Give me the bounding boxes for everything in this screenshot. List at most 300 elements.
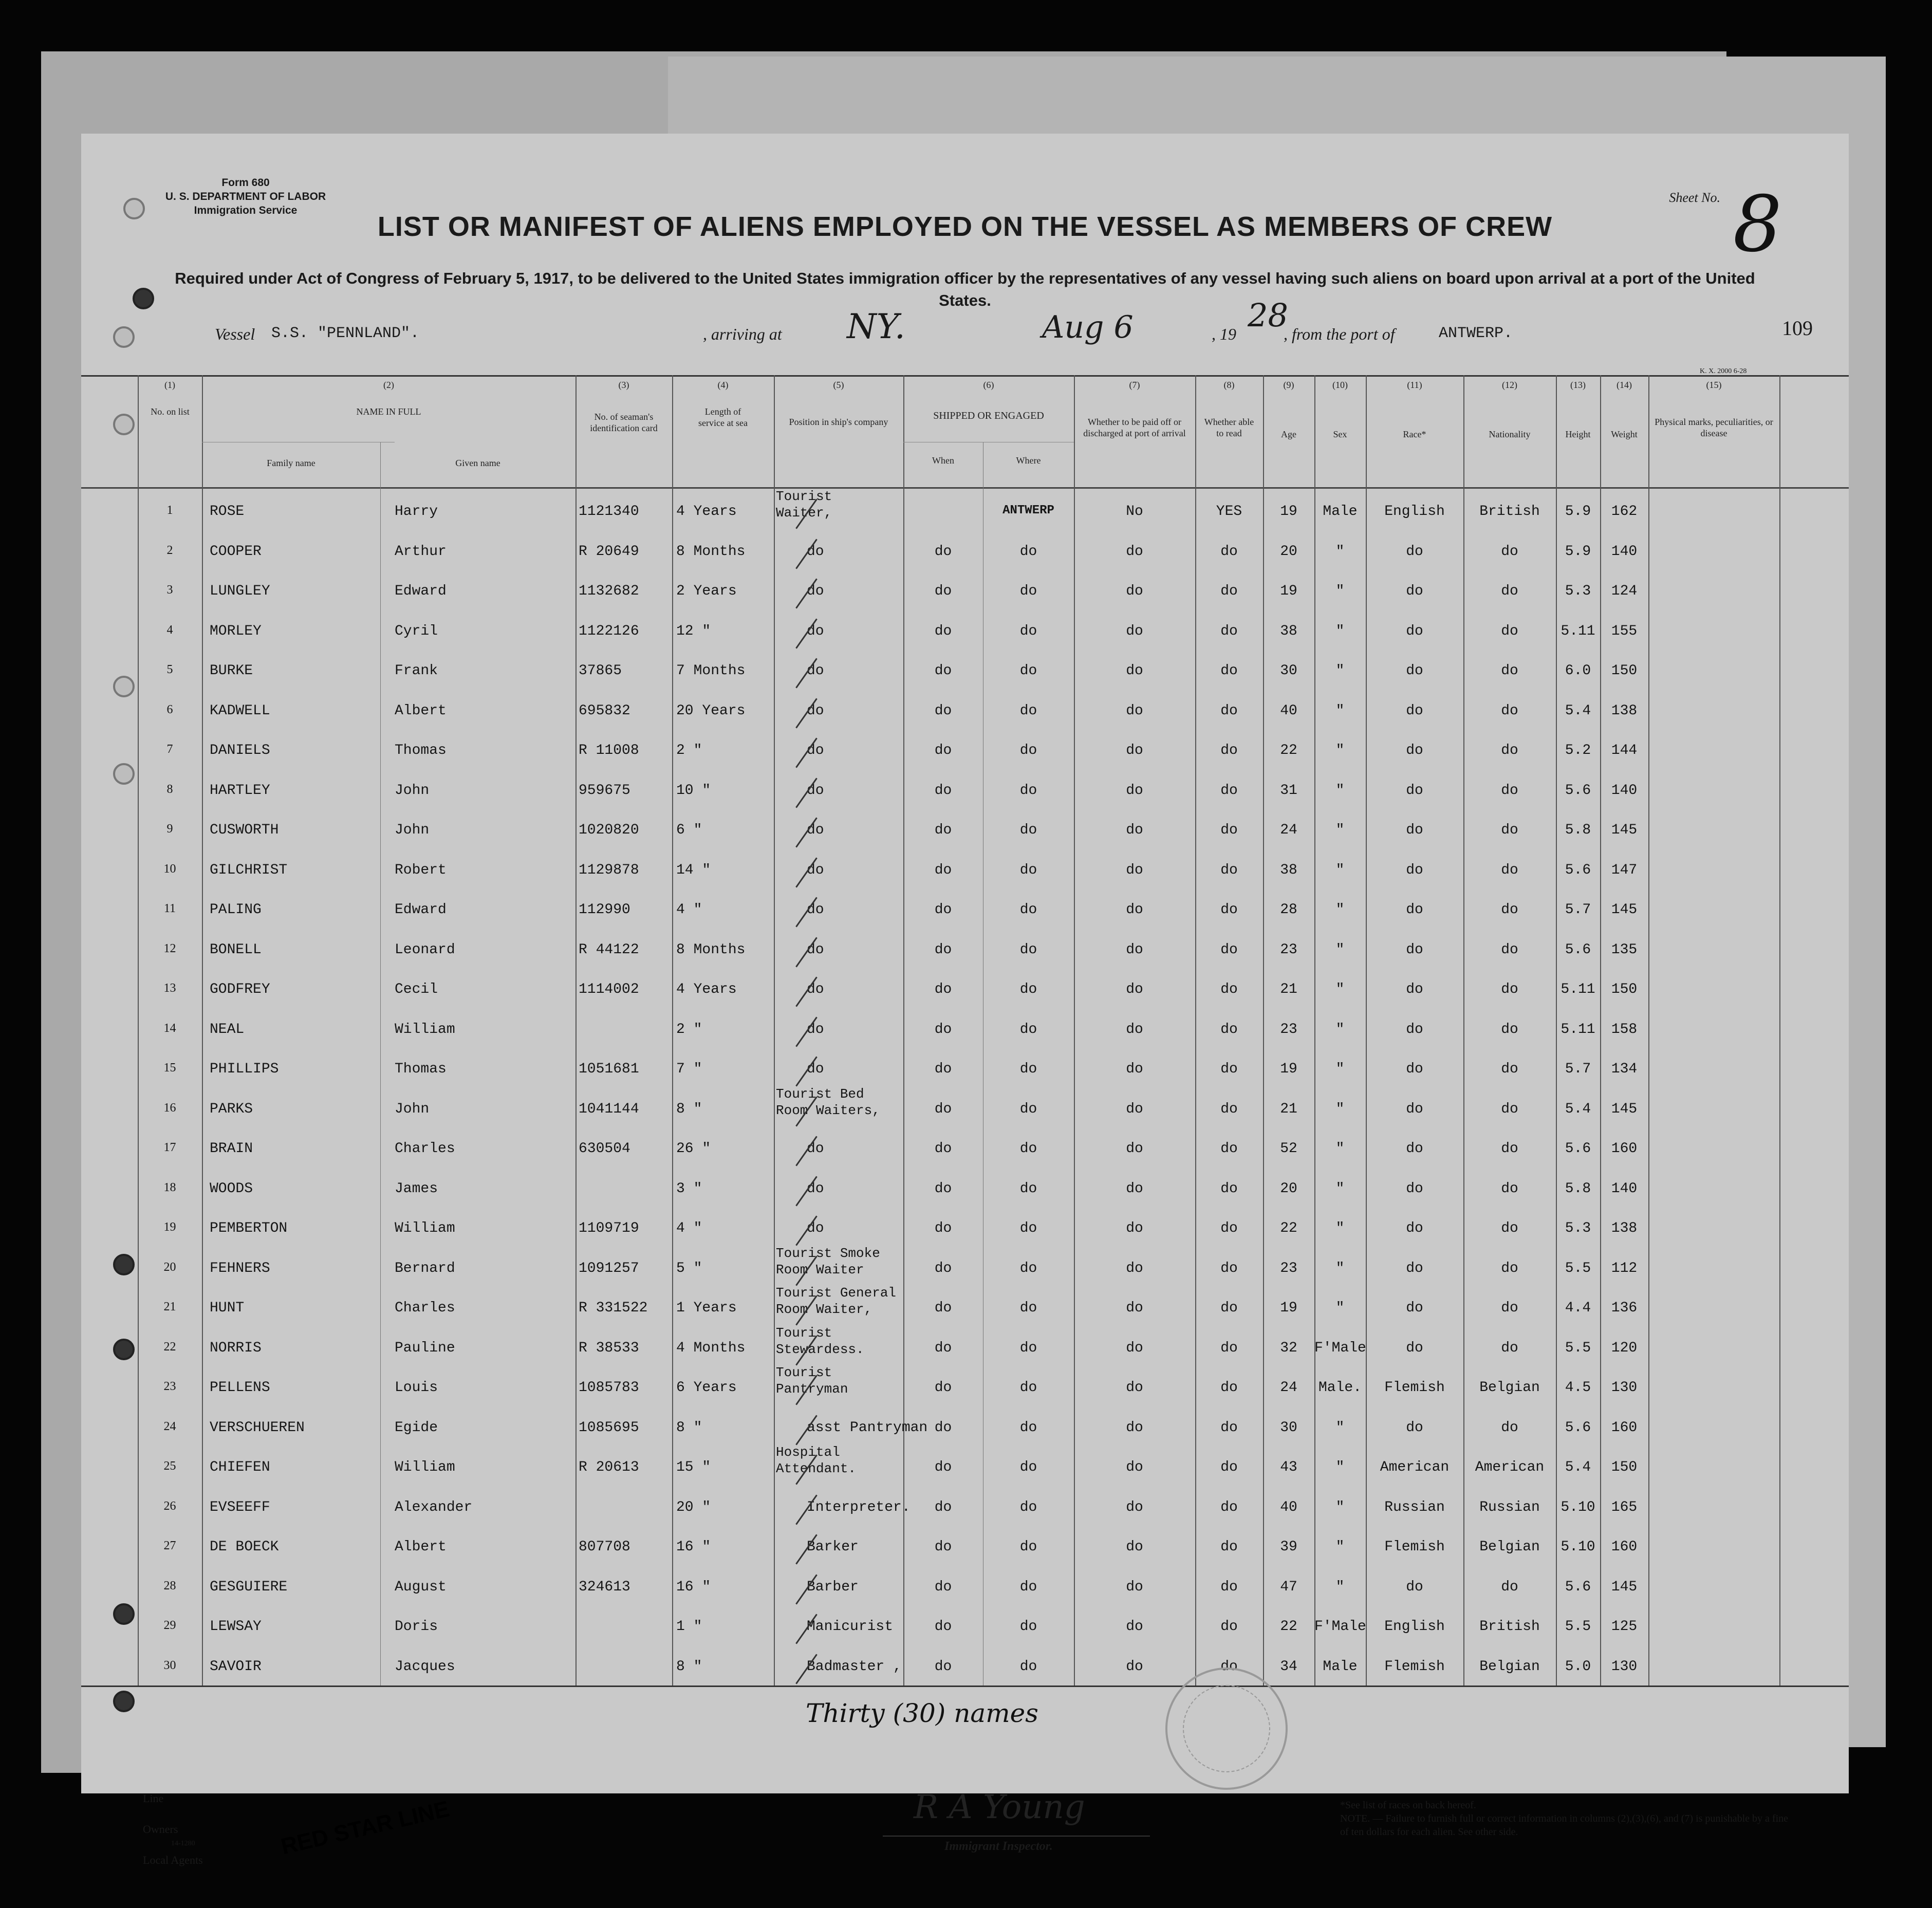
shipped-where: do bbox=[1019, 1180, 1037, 1197]
col-num-9: (9) bbox=[1283, 380, 1294, 390]
family-name: GODFREY bbox=[210, 981, 270, 997]
shipped-where: do bbox=[1019, 1499, 1037, 1515]
family-name: GILCHRIST bbox=[210, 862, 288, 878]
id-card-number: 324613 bbox=[579, 1579, 630, 1595]
weight: 144 bbox=[1611, 743, 1638, 758]
page-number: 109 bbox=[1782, 317, 1813, 340]
position: Manicurist bbox=[807, 1619, 894, 1635]
header-sex: Sex bbox=[1333, 429, 1347, 439]
length-of-service: 26 " bbox=[676, 1141, 711, 1157]
race: American bbox=[1380, 1459, 1450, 1475]
height: 5.6 bbox=[1565, 1141, 1591, 1157]
position: do bbox=[807, 583, 824, 599]
given-name: Arthur bbox=[395, 543, 447, 560]
shipped-when: do bbox=[934, 981, 952, 997]
col-num-8: (8) bbox=[1223, 380, 1235, 390]
shipped-where: do bbox=[1019, 1579, 1037, 1595]
height: 5.10 bbox=[1561, 1499, 1595, 1515]
col-num-1: (1) bbox=[164, 380, 175, 390]
able-to-read: do bbox=[1220, 1619, 1238, 1635]
id-card-number: 1114002 bbox=[579, 981, 639, 997]
nationality: American bbox=[1475, 1459, 1545, 1475]
row-number: 24 bbox=[163, 1419, 176, 1433]
length-of-service: 7 Months bbox=[676, 663, 746, 679]
family-name: SAVOIR bbox=[210, 1658, 262, 1675]
row-number: 8 bbox=[166, 782, 173, 796]
length-of-service: 2 " bbox=[676, 743, 702, 758]
race: do bbox=[1406, 822, 1423, 838]
shipped-when: do bbox=[934, 1658, 952, 1675]
col-num-10: (10) bbox=[1332, 380, 1348, 390]
given-name: Louis bbox=[395, 1380, 438, 1396]
race: Flemish bbox=[1384, 1658, 1445, 1675]
nationality: do bbox=[1501, 543, 1518, 560]
given-name: Thomas bbox=[395, 1061, 447, 1077]
given-name: Cecil bbox=[395, 981, 438, 997]
position: do bbox=[807, 941, 824, 958]
paid-off: do bbox=[1126, 862, 1143, 878]
nationality: do bbox=[1501, 743, 1518, 758]
paid-off: do bbox=[1126, 1539, 1143, 1555]
sex: Male bbox=[1323, 504, 1358, 520]
race: Russian bbox=[1384, 1499, 1445, 1515]
sex: Male. bbox=[1318, 1380, 1362, 1396]
position: do bbox=[807, 1021, 824, 1038]
able-to-read: do bbox=[1220, 1499, 1238, 1515]
paid-off: do bbox=[1126, 1419, 1143, 1436]
sex: " bbox=[1335, 1101, 1345, 1117]
able-to-read: do bbox=[1220, 623, 1238, 639]
punch-hole bbox=[133, 288, 154, 309]
position: Hospital Attendant. bbox=[776, 1444, 857, 1476]
able-to-read: do bbox=[1220, 743, 1238, 758]
given-name: James bbox=[395, 1180, 438, 1197]
position: do bbox=[807, 1141, 824, 1157]
nationality: do bbox=[1501, 1101, 1518, 1117]
sex: " bbox=[1335, 782, 1345, 799]
age: 23 bbox=[1280, 1021, 1297, 1038]
sex: Male bbox=[1323, 1658, 1358, 1675]
row-number: 9 bbox=[166, 822, 173, 836]
id-card-number: 1020820 bbox=[579, 822, 639, 838]
col-num-12: (12) bbox=[1502, 380, 1517, 390]
sex: " bbox=[1335, 743, 1345, 758]
id-card-number: 1051681 bbox=[579, 1061, 639, 1077]
header-no-on-list: No. on list bbox=[151, 406, 190, 417]
height: 5.6 bbox=[1565, 941, 1591, 958]
sex: " bbox=[1335, 862, 1345, 878]
race: do bbox=[1406, 1101, 1423, 1117]
height: 5.6 bbox=[1565, 1579, 1591, 1595]
length-of-service: 8 " bbox=[676, 1658, 702, 1675]
agent-code: 14-1280 bbox=[171, 1840, 195, 1847]
nationality: do bbox=[1501, 862, 1518, 878]
age: 30 bbox=[1280, 663, 1297, 679]
form-code: K. X. 2000 6-28 bbox=[1700, 367, 1747, 375]
age: 28 bbox=[1280, 902, 1297, 918]
row-number: 4 bbox=[166, 623, 173, 637]
race: do bbox=[1406, 743, 1423, 758]
position: Tourist Pantryman bbox=[776, 1365, 848, 1397]
able-to-read: do bbox=[1220, 862, 1238, 878]
id-card-number: R 20613 bbox=[579, 1459, 639, 1475]
shipped-when: do bbox=[934, 1459, 952, 1475]
sex: " bbox=[1335, 1459, 1345, 1475]
able-to-read: do bbox=[1220, 1658, 1238, 1675]
header-family-name: Family name bbox=[267, 458, 315, 468]
position: Barker bbox=[807, 1539, 859, 1555]
col-num-2: (2) bbox=[383, 380, 394, 390]
shipped-when: do bbox=[934, 1499, 952, 1515]
shipped-when: do bbox=[934, 743, 952, 758]
nationality: do bbox=[1501, 1260, 1518, 1276]
length-of-service: 10 " bbox=[676, 782, 711, 799]
height: 5.2 bbox=[1565, 743, 1591, 758]
header-where: Where bbox=[1016, 455, 1041, 466]
given-name: Egide bbox=[395, 1419, 438, 1436]
nationality: do bbox=[1501, 1220, 1518, 1236]
col-num-6: (6) bbox=[983, 380, 994, 390]
family-name: WOODS bbox=[210, 1180, 253, 1197]
header-able-to-read: Whether able to read bbox=[1204, 417, 1254, 438]
family-name: PEMBERTON bbox=[210, 1220, 288, 1236]
sex: " bbox=[1335, 663, 1345, 679]
weight: 138 bbox=[1611, 702, 1638, 719]
row-number: 12 bbox=[163, 941, 176, 955]
paid-off: do bbox=[1126, 1619, 1143, 1635]
family-name: EVSEEFF bbox=[210, 1499, 270, 1515]
row-number: 28 bbox=[163, 1579, 176, 1592]
paid-off: do bbox=[1126, 1459, 1143, 1475]
total-names-note: Thirty (30) names bbox=[806, 1698, 1038, 1728]
row-number: 14 bbox=[163, 1021, 176, 1035]
position: do bbox=[807, 822, 824, 838]
able-to-read: do bbox=[1220, 941, 1238, 958]
line-label: Line bbox=[143, 1792, 164, 1805]
sex: " bbox=[1335, 1021, 1345, 1038]
weight: 145 bbox=[1611, 1579, 1638, 1595]
sex: " bbox=[1335, 1141, 1345, 1157]
age: 22 bbox=[1280, 1619, 1297, 1635]
age: 19 bbox=[1280, 504, 1297, 520]
race: do bbox=[1406, 1061, 1423, 1077]
weight: 147 bbox=[1611, 862, 1638, 878]
length-of-service: 16 " bbox=[676, 1579, 711, 1595]
able-to-read: do bbox=[1220, 981, 1238, 997]
able-to-read: do bbox=[1220, 822, 1238, 838]
position: do bbox=[807, 743, 824, 758]
shipped-when: do bbox=[934, 702, 952, 719]
sex: " bbox=[1335, 981, 1345, 997]
weight: 124 bbox=[1611, 583, 1638, 599]
family-name: COOPER bbox=[210, 543, 262, 560]
shipped-when: do bbox=[934, 1419, 952, 1436]
age: 31 bbox=[1280, 782, 1297, 799]
family-name: PELLENS bbox=[210, 1380, 270, 1396]
shipped-where: do bbox=[1019, 1300, 1037, 1316]
nationality: do bbox=[1501, 1021, 1518, 1038]
length-of-service: 4 " bbox=[676, 902, 702, 918]
race: do bbox=[1406, 1141, 1423, 1157]
position: Tourist Bed Room Waiters, bbox=[776, 1086, 880, 1118]
weight: 150 bbox=[1611, 1459, 1638, 1475]
able-to-read: do bbox=[1220, 1539, 1238, 1555]
id-card-number: 1129878 bbox=[579, 862, 639, 878]
length-of-service: 4 " bbox=[676, 1220, 702, 1236]
shipped-where: do bbox=[1019, 1539, 1037, 1555]
id-card-number: R 38533 bbox=[579, 1340, 639, 1356]
age: 21 bbox=[1280, 1101, 1297, 1117]
height: 5.8 bbox=[1565, 822, 1591, 838]
height: 6.0 bbox=[1565, 663, 1591, 679]
weight: 130 bbox=[1611, 1380, 1638, 1396]
height: 5.7 bbox=[1565, 902, 1591, 918]
age: 40 bbox=[1280, 1499, 1297, 1515]
able-to-read: do bbox=[1220, 1061, 1238, 1077]
race: do bbox=[1406, 902, 1423, 918]
local-agents-label: Local Agents bbox=[143, 1854, 203, 1866]
height: 4.5 bbox=[1565, 1380, 1591, 1396]
paid-off: do bbox=[1126, 1220, 1143, 1236]
nationality: do bbox=[1501, 663, 1518, 679]
family-name: LEWSAY bbox=[210, 1619, 262, 1635]
family-name: LUNGLEY bbox=[210, 583, 270, 599]
shipped-where: do bbox=[1019, 1101, 1037, 1117]
given-name: Albert bbox=[395, 1539, 447, 1555]
age: 30 bbox=[1280, 1419, 1297, 1436]
shipped-when: do bbox=[934, 941, 952, 958]
sex: " bbox=[1335, 1260, 1345, 1276]
shipped-when: do bbox=[934, 583, 952, 599]
col-num-13: (13) bbox=[1570, 380, 1586, 390]
header-age: Age bbox=[1281, 429, 1296, 439]
paid-off: do bbox=[1126, 1300, 1143, 1316]
age: 34 bbox=[1280, 1658, 1297, 1675]
sex: " bbox=[1335, 1061, 1345, 1077]
shipped-when: do bbox=[934, 1619, 952, 1635]
paid-off: do bbox=[1126, 702, 1143, 719]
row-number: 1 bbox=[166, 504, 173, 517]
position: Interpreter. bbox=[807, 1499, 911, 1515]
row-number: 23 bbox=[163, 1380, 176, 1393]
race: do bbox=[1406, 981, 1423, 997]
weight: 150 bbox=[1611, 981, 1638, 997]
position: do bbox=[807, 663, 824, 679]
race: Flemish bbox=[1384, 1539, 1445, 1555]
shipped-where: do bbox=[1019, 782, 1037, 799]
given-name: Robert bbox=[395, 862, 447, 878]
id-card-number: 1041144 bbox=[579, 1101, 639, 1117]
given-name: Charles bbox=[395, 1141, 455, 1157]
race: do bbox=[1406, 663, 1423, 679]
nationality: do bbox=[1501, 1419, 1518, 1436]
race: English bbox=[1384, 504, 1445, 520]
age: 19 bbox=[1280, 1300, 1297, 1316]
sex: " bbox=[1335, 822, 1345, 838]
sheet-number-label: Sheet No. bbox=[1669, 190, 1720, 205]
able-to-read: do bbox=[1220, 1459, 1238, 1475]
nationality: do bbox=[1501, 941, 1518, 958]
height: 4.4 bbox=[1565, 1300, 1591, 1316]
length-of-service: 1 Years bbox=[676, 1300, 737, 1316]
shipped-when: do bbox=[934, 1141, 952, 1157]
shipped-where: do bbox=[1019, 743, 1037, 758]
vessel-name: S.S. "PENNLAND". bbox=[271, 325, 420, 342]
id-card-number: 1085695 bbox=[579, 1419, 639, 1436]
family-name: DE BOECK bbox=[210, 1539, 279, 1555]
shipped-where: ANTWERP bbox=[1002, 504, 1054, 517]
given-name: Bernard bbox=[395, 1260, 455, 1276]
paid-off: do bbox=[1126, 1340, 1143, 1356]
service-name: Immigration Service bbox=[194, 205, 298, 216]
manifest-sheet bbox=[81, 134, 1849, 1866]
shipped-where: do bbox=[1019, 822, 1037, 838]
shipped-where: do bbox=[1019, 583, 1037, 599]
given-name: Pauline bbox=[395, 1340, 455, 1356]
shipped-when: do bbox=[934, 1380, 952, 1396]
sex: " bbox=[1335, 623, 1345, 639]
shipped-where: do bbox=[1019, 941, 1037, 958]
height: 5.11 bbox=[1561, 981, 1595, 997]
shipped-where: do bbox=[1019, 1380, 1037, 1396]
arrival-year: 28 bbox=[1248, 297, 1288, 334]
age: 47 bbox=[1280, 1579, 1297, 1595]
paid-off: do bbox=[1126, 583, 1143, 599]
penalty-note: NOTE. — Failure to furnish full or correct information in columns (2),(3),(6), and (7) is punishable by a fine of ten dollars for each alien. See other side. bbox=[1340, 1813, 1789, 1838]
weight: 145 bbox=[1611, 1101, 1638, 1117]
given-name: Leonard bbox=[395, 941, 455, 958]
year-prefix: , 19 bbox=[1212, 325, 1236, 343]
position: Badmaster , bbox=[807, 1658, 902, 1675]
family-name: HARTLEY bbox=[210, 782, 270, 799]
position: do bbox=[807, 1220, 824, 1236]
shipped-when: do bbox=[934, 1180, 952, 1197]
paid-off: do bbox=[1126, 1101, 1143, 1117]
sex: " bbox=[1335, 1499, 1345, 1515]
weight: 130 bbox=[1611, 1658, 1638, 1675]
length-of-service: 1 " bbox=[676, 1619, 702, 1635]
family-name: GESGUIERE bbox=[210, 1579, 288, 1595]
given-name: Thomas bbox=[395, 743, 447, 758]
position: Tourist Waiter, bbox=[776, 489, 832, 521]
position: do bbox=[807, 702, 824, 719]
col-num-3: (3) bbox=[618, 380, 629, 390]
able-to-read: do bbox=[1220, 1419, 1238, 1436]
length-of-service: 6 Years bbox=[676, 1380, 737, 1396]
shipped-where: do bbox=[1019, 623, 1037, 639]
length-of-service: 8 Months bbox=[676, 941, 746, 958]
height: 5.11 bbox=[1561, 623, 1595, 639]
paid-off: do bbox=[1126, 743, 1143, 758]
race: do bbox=[1406, 1220, 1423, 1236]
weight: 125 bbox=[1611, 1619, 1638, 1635]
header-physical-marks: Physical marks, peculiarities, or disease bbox=[1655, 417, 1773, 438]
sex: " bbox=[1335, 1220, 1345, 1236]
departure-port: ANTWERP. bbox=[1439, 325, 1513, 342]
header-nationality: Nationality bbox=[1489, 429, 1531, 439]
id-card-number: 807708 bbox=[579, 1539, 630, 1555]
shipped-when: do bbox=[934, 1101, 952, 1117]
given-name: Charles bbox=[395, 1300, 455, 1316]
family-name: PARKS bbox=[210, 1101, 253, 1117]
age: 52 bbox=[1280, 1141, 1297, 1157]
able-to-read: do bbox=[1220, 1180, 1238, 1197]
id-card-number: 1132682 bbox=[579, 583, 639, 599]
paid-off: No bbox=[1126, 504, 1143, 520]
manifest-table bbox=[81, 375, 1849, 1721]
length-of-service: 4 Years bbox=[676, 981, 737, 997]
height: 5.8 bbox=[1565, 1180, 1591, 1197]
age: 19 bbox=[1280, 1061, 1297, 1077]
family-name: CHIEFEN bbox=[210, 1459, 270, 1475]
paid-off: do bbox=[1126, 782, 1143, 799]
height: 5.0 bbox=[1565, 1658, 1591, 1675]
weight: 140 bbox=[1611, 543, 1638, 560]
position: Tourist Smoke Room Waiter bbox=[776, 1245, 880, 1277]
header-shipped-engaged: SHIPPED OR ENGAGED bbox=[933, 410, 1044, 421]
arrival-port: NY. bbox=[847, 307, 905, 346]
able-to-read: YES bbox=[1216, 504, 1242, 520]
weight: 165 bbox=[1611, 1499, 1638, 1515]
age: 19 bbox=[1280, 583, 1297, 599]
weight: 160 bbox=[1611, 1419, 1638, 1436]
age: 23 bbox=[1280, 941, 1297, 958]
height: 5.6 bbox=[1565, 1419, 1591, 1436]
family-name: CUSWORTH bbox=[210, 822, 279, 838]
given-name: William bbox=[395, 1220, 455, 1236]
length-of-service: 15 " bbox=[676, 1459, 711, 1475]
paid-off: do bbox=[1126, 1499, 1143, 1515]
row-number: 26 bbox=[163, 1499, 176, 1513]
header-name-in-full: NAME IN FULL bbox=[356, 406, 421, 417]
height: 5.7 bbox=[1565, 1061, 1591, 1077]
immigrant-inspector-label: Immigrant Inspector. bbox=[944, 1840, 1053, 1853]
height: 5.6 bbox=[1565, 782, 1591, 799]
sex: " bbox=[1335, 702, 1345, 719]
shipped-where: do bbox=[1019, 1141, 1037, 1157]
shipped-when: do bbox=[934, 1021, 952, 1038]
id-card-number: 959675 bbox=[579, 782, 630, 799]
height: 5.3 bbox=[1565, 1220, 1591, 1236]
shipped-when: do bbox=[934, 1300, 952, 1316]
weight: 120 bbox=[1611, 1340, 1638, 1356]
age: 22 bbox=[1280, 743, 1297, 758]
race: do bbox=[1406, 1300, 1423, 1316]
shipped-when: do bbox=[934, 623, 952, 639]
form-number: Form 680 bbox=[221, 177, 270, 189]
owners-label: Owners bbox=[143, 1823, 178, 1836]
nationality: do bbox=[1501, 702, 1518, 719]
family-name: FEHNERS bbox=[210, 1260, 270, 1276]
height: 5.5 bbox=[1565, 1340, 1591, 1356]
weight: 150 bbox=[1611, 663, 1638, 679]
header-id-card: No. of seaman's identification card bbox=[590, 412, 658, 433]
age: 24 bbox=[1280, 1380, 1297, 1396]
shipped-when: do bbox=[934, 902, 952, 918]
length-of-service: 12 " bbox=[676, 623, 711, 639]
id-card-number: 1091257 bbox=[579, 1260, 639, 1276]
height: 5.4 bbox=[1565, 1101, 1591, 1117]
length-of-service: 8 Months bbox=[676, 543, 746, 560]
paid-off: do bbox=[1126, 1021, 1143, 1038]
paid-off: do bbox=[1126, 1061, 1143, 1077]
length-of-service: 6 " bbox=[676, 822, 702, 838]
id-card-number: R 331522 bbox=[579, 1300, 648, 1316]
row-number: 29 bbox=[163, 1619, 176, 1632]
id-card-number: 695832 bbox=[579, 702, 630, 719]
height: 5.3 bbox=[1565, 583, 1591, 599]
age: 40 bbox=[1280, 702, 1297, 719]
